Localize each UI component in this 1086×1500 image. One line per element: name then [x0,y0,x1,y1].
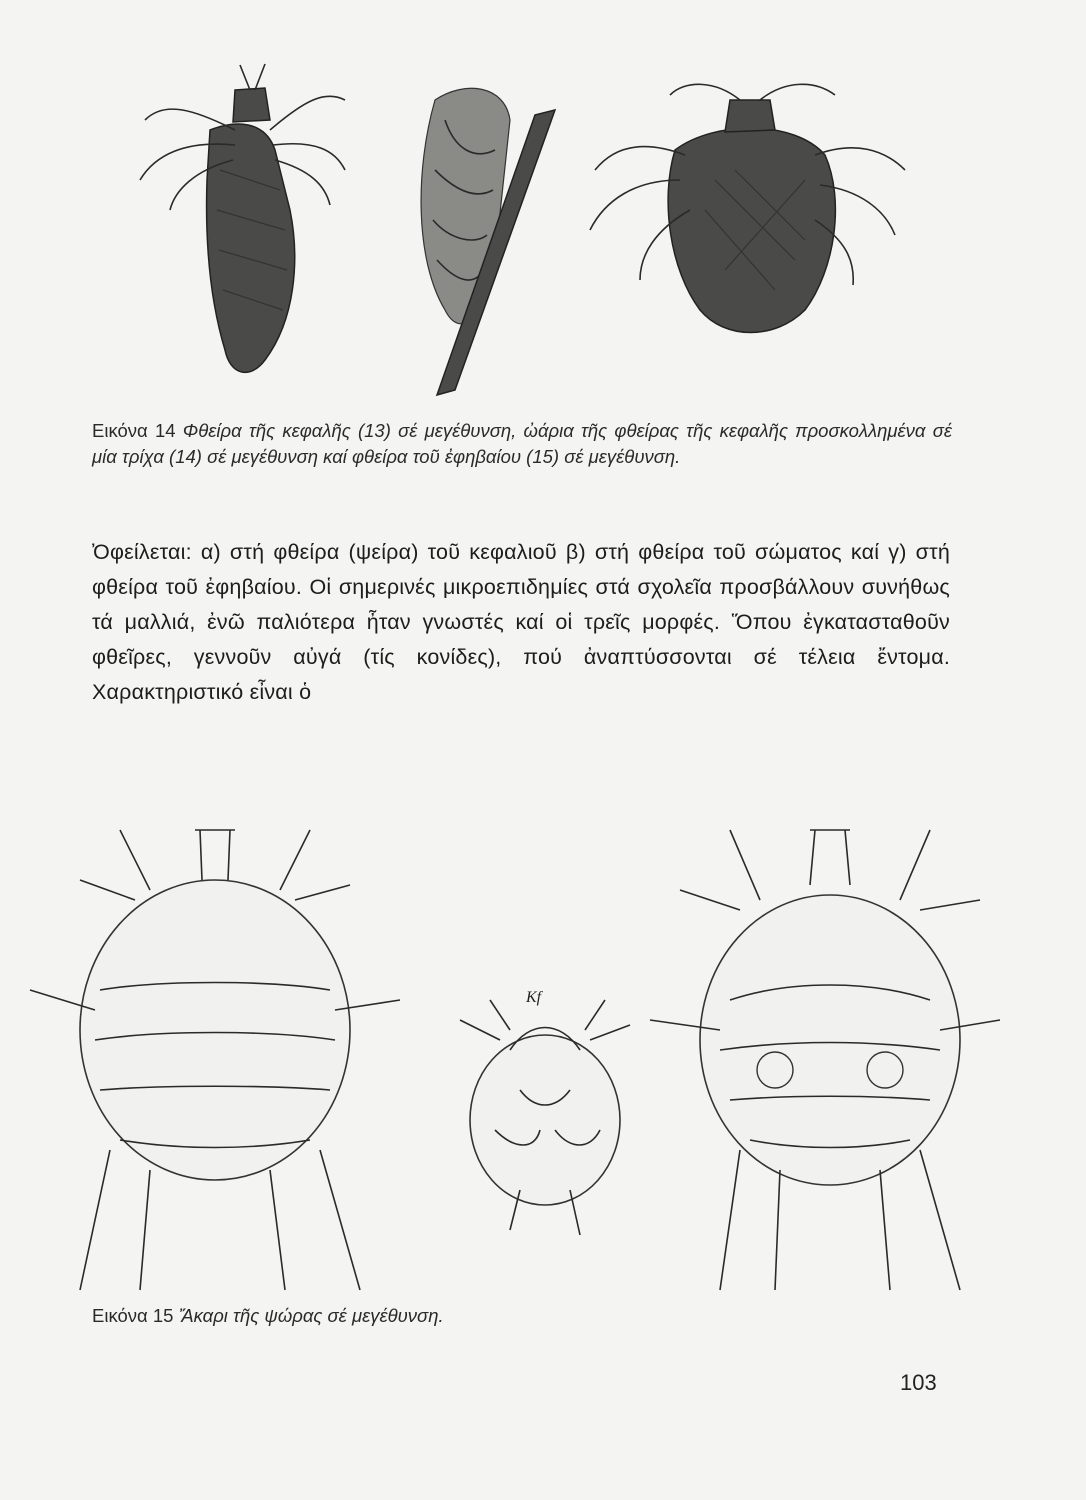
figure-14-label: Εικόνα 14 [92,420,176,441]
figure-14-text: Φθείρα τῆς κεφαλῆς (13) σέ μεγέθυνση, ὠάρια τῆς φθείρας τῆς κεφαλῆς προσκολλημένα σέ μία τρίχα (14) σέ μεγέθυνση καί φθείρα τοῦ ἐφηβαίου (15) σέ μεγέθυνση. [92,420,953,467]
figure-15-text: Ἄκαρι τῆς ψώρας σέ μεγέθυνση. [178,1305,444,1326]
louse-eggs-on-hair-drawing [421,88,555,395]
pubic-louse-drawing [590,84,905,332]
figure-14-illustrations [115,60,945,400]
figure-14-caption [92,418,952,470]
figure-15-label: Εικόνα 15 [92,1305,174,1326]
figure-15-illustrations [40,790,1040,1290]
mite-ventral-drawing [650,830,1000,1290]
mite-larva-drawing [460,989,630,1235]
figure-15-caption [92,1303,792,1329]
body-paragraph: Ὀφείλεται: α) στή φθείρα (ψείρα) τοῦ κεφαλιοῦ β) στή φθείρα τοῦ σώματος καί γ) στή φθείρα τοῦ ἐφηβαίου. Οἱ σημερινές μικροεπιδημίες στά σχολεῖα προσβάλλουν συνήθως τά μαλλιά, ἐνῶ παλιότερα ἦταν γνωστές καί οἱ τρεῖς μορφές. Ὅπου ἐγκατασταθοῦν φθεῖρες, γεννοῦν αὐγά (τίς κονίδες), πού ἀναπτύσσονται σέ τέλεια ἔντομα. Χαρακτηριστικό εἶναι ὁ [92,540,950,704]
mite-dorsal-drawing [30,830,400,1290]
page-number: 103 [900,1370,937,1395]
figure-15-kf-label: Kf [526,989,542,1006]
head-louse-drawing [140,64,345,372]
